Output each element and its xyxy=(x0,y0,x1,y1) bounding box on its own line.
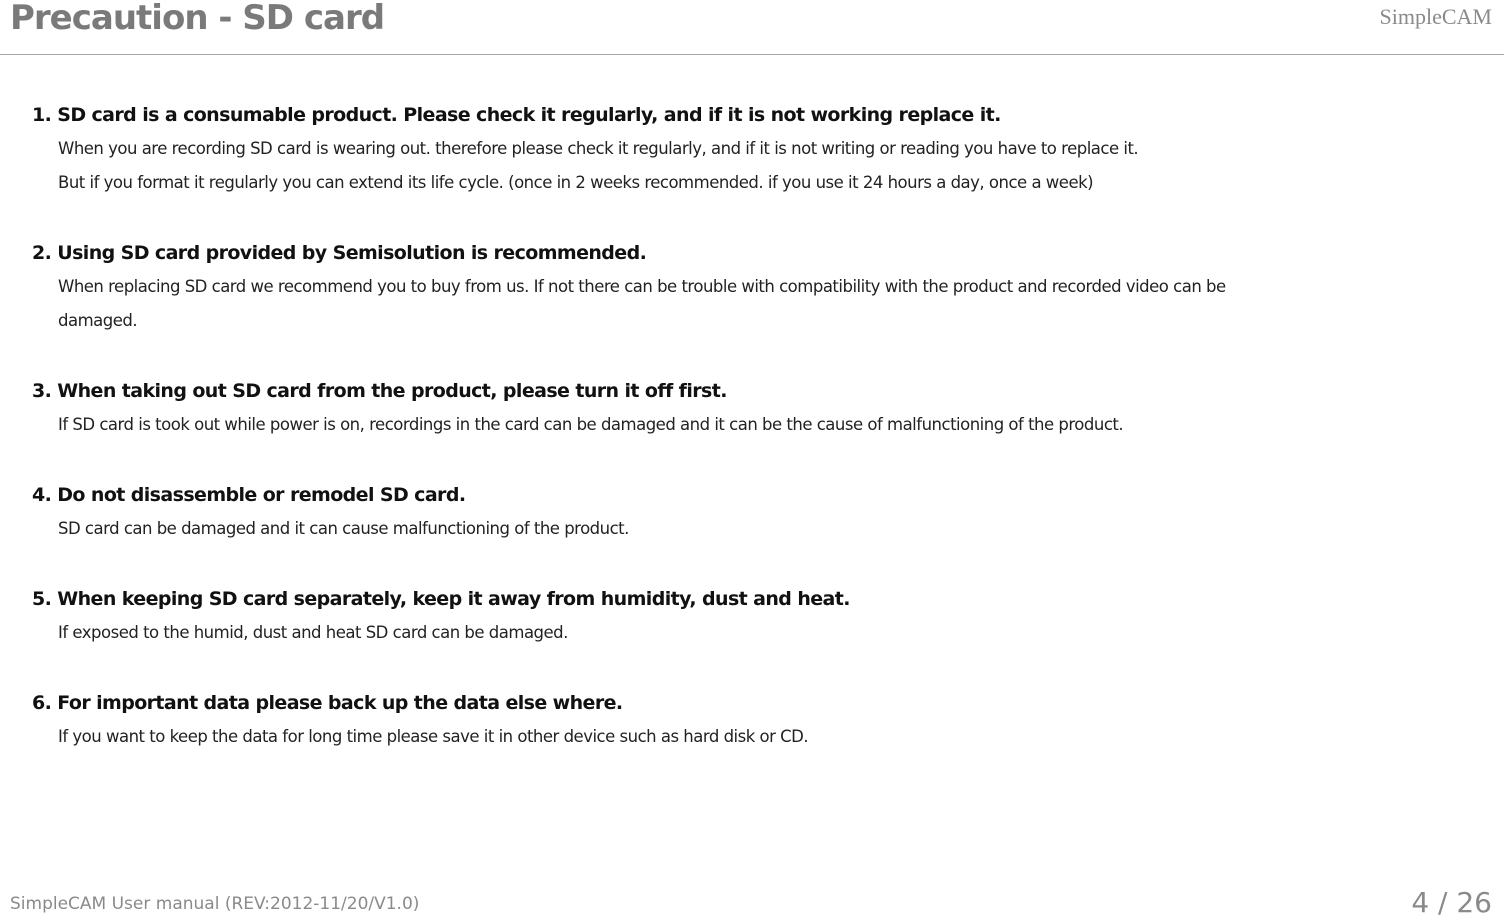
precaution-item xyxy=(32,478,1452,546)
page-header xyxy=(0,0,1504,55)
precaution-heading: 5. When keeping SD card separately, keep it away from humidity, dust and heat. xyxy=(32,588,850,610)
page-title: Precaution - SD card xyxy=(10,0,385,38)
footer-page-number: 4 / 26 xyxy=(1411,886,1492,919)
precaution-text: If SD card is took out while power is on, recordings in the card can be damaged and it can be the cause of malfunctioning of the product. xyxy=(58,415,1124,434)
precaution-heading: 2. Using SD card provided by Semisolution is recommended. xyxy=(32,242,647,264)
precaution-item xyxy=(32,686,1452,754)
precaution-list xyxy=(32,98,1452,754)
precaution-item xyxy=(32,374,1452,442)
precaution-heading: 4. Do not disassemble or remodel SD card. xyxy=(32,484,466,506)
precaution-heading: 3. When taking out SD card from the product, please turn it off first. xyxy=(32,380,727,402)
precaution-heading: 1. SD card is a consumable product. Please check it regularly, and if it is not working replace it. xyxy=(32,104,1001,126)
brand-name: SimpleCAM xyxy=(1379,4,1492,29)
precaution-text: When replacing SD card we recommend you to buy from us. If not there can be trouble with compatibility with the product and recorded video can be xyxy=(58,277,1226,296)
precaution-text: damaged. xyxy=(58,311,138,330)
footer-manual-label: SimpleCAM User manual (REV:2012-11/20/V1.0) xyxy=(10,894,420,914)
precaution-text: If exposed to the humid, dust and heat SD card can be damaged. xyxy=(58,623,568,642)
precaution-text: If you want to keep the data for long time please save it in other device such as hard disk or CD. xyxy=(58,727,809,746)
precaution-item xyxy=(32,98,1452,200)
precaution-text: SD card can be damaged and it can cause malfunctioning of the product. xyxy=(58,519,629,538)
precaution-heading: 6. For important data please back up the data else where. xyxy=(32,692,623,714)
precaution-text: When you are recording SD card is wearing out. therefore please check it regularly, and if it is not writing or reading you have to replace it. xyxy=(58,139,1139,158)
precaution-text: But if you format it regularly you can extend its life cycle. (once in 2 weeks recommended. if you use it 24 hours a day, once a week) xyxy=(58,173,1094,192)
precaution-item xyxy=(32,236,1452,338)
precaution-item xyxy=(32,582,1452,650)
